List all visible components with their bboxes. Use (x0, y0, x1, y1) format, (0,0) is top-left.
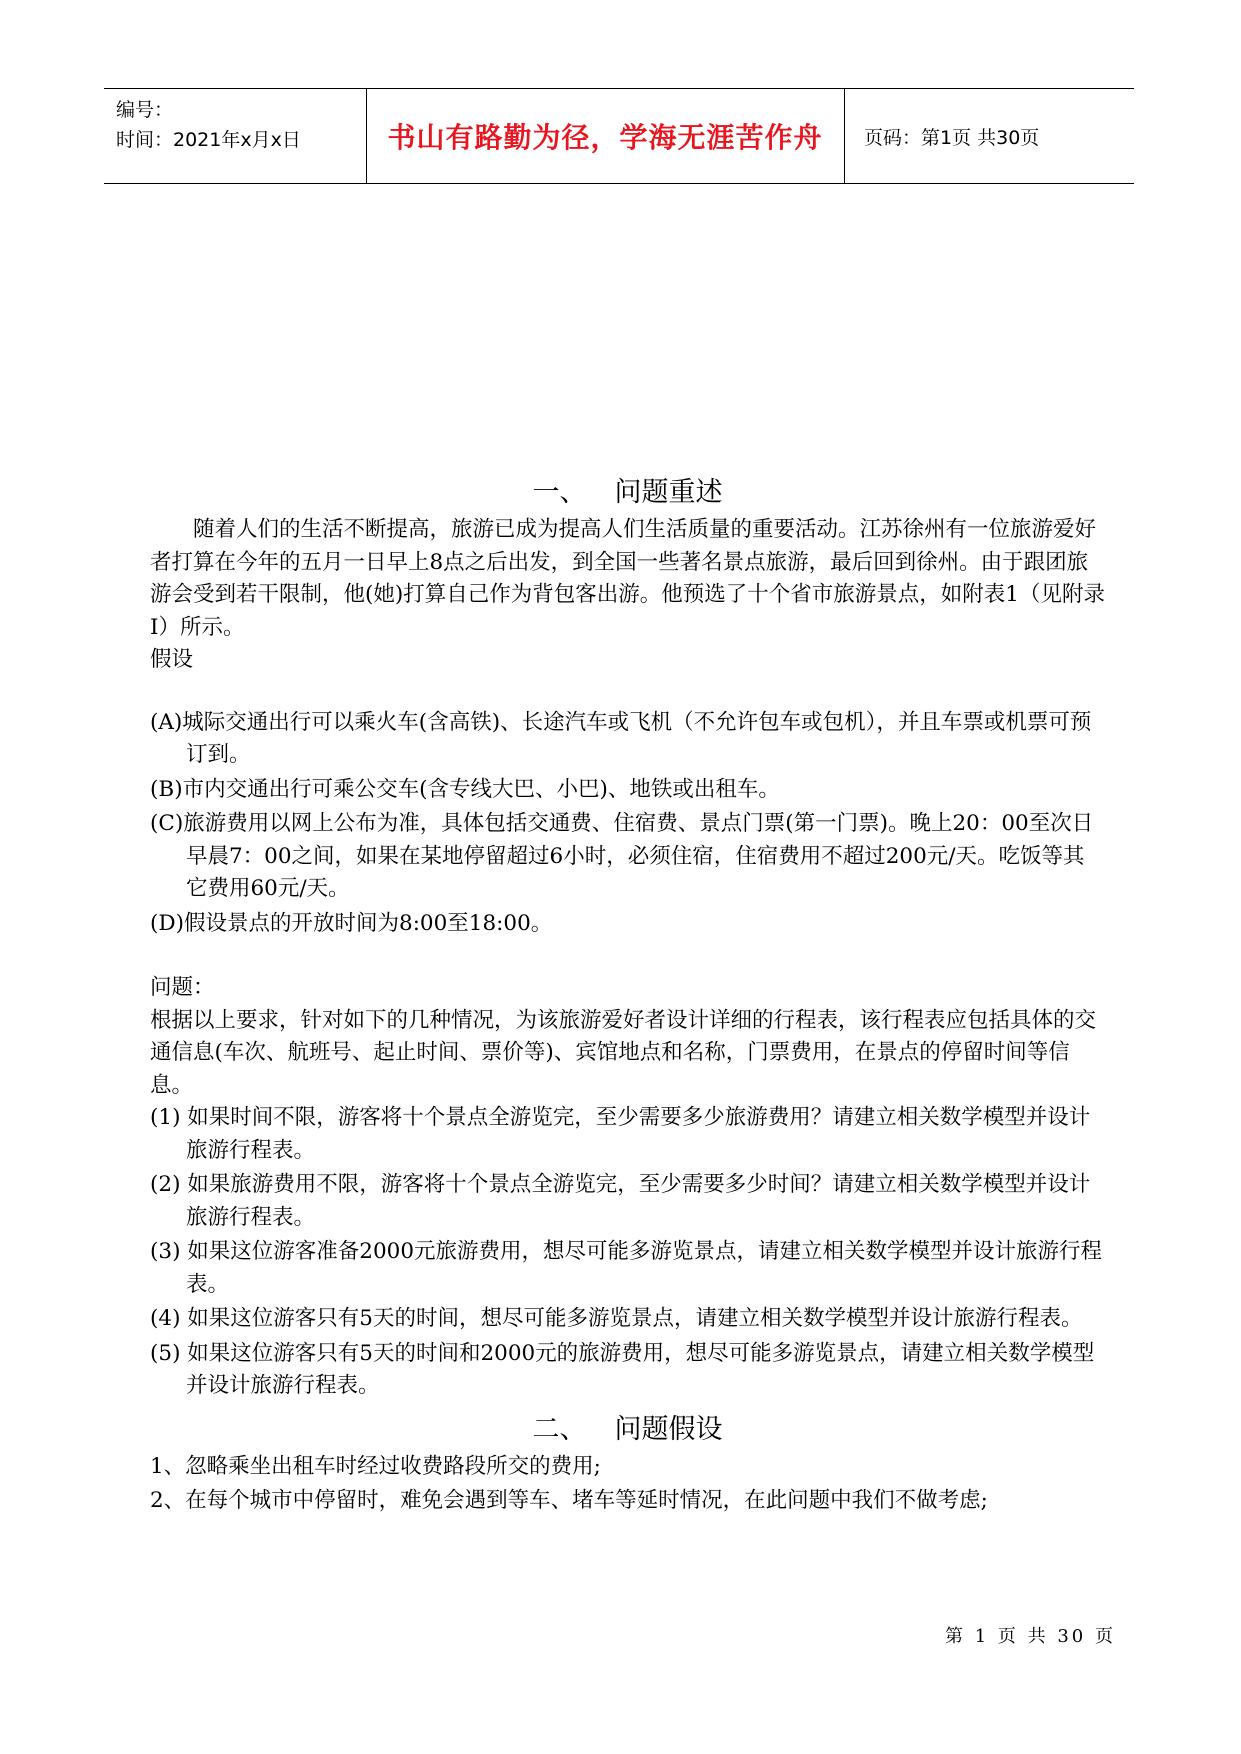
section-heading-2 (150, 1409, 1105, 1451)
page-footer: 第 1 页 共 30 页 (945, 1626, 1116, 1647)
question-item: (1) 如果时间不限，游客将十个景点全游览完，至少需要多少旅游费用？请建立相关数学模型并设计旅游行程表。 (150, 1105, 1091, 1163)
header-divider (844, 89, 845, 183)
date-label: 时间：2021年x月x日 (116, 129, 301, 151)
question-item: (3) 如果这位游客准备2000元旅游费用，想尽可能多游览景点，请建立相关数学模型并设计旅游行程表。 (150, 1239, 1103, 1297)
question-intro: 根据以上要求，针对如下的几种情况，为该旅游爱好者设计详细的行程表，该行程表应包括具体的交通信息(车次、航班号、起止时间、票价等)、宾馆地点和名称，门票费用，在景点的停留时间等信息。 (150, 1007, 1097, 1098)
section-heading-1 (150, 472, 1105, 514)
document-body (150, 472, 1105, 1520)
question-item: (4) 如果这位游客只有5天的时间，想尽可能多游览景点，请建立相关数学模型并设计旅游行程表。 (150, 1306, 1083, 1331)
section-number: 二、 (532, 1413, 587, 1445)
assumption-item: (D)假设景点的开放时间为8:00至18:00。 (150, 910, 553, 936)
section-title: 问题重述 (614, 477, 723, 508)
hypothesis-item: 2、在每个城市中停留时，难免会遇到等车、堵车等延时情况，在此问题中我们不做考虑; (150, 1488, 988, 1513)
serial-number-label: 编号： (116, 99, 174, 121)
header-page-info: 页码：第1页 共30页 (864, 126, 1040, 149)
question-label: 问题： (150, 975, 215, 1000)
question-item: (5) 如果这位游客只有5天的时间和2000元的旅游费用，想尽可能多游览景点，请建立相关数学模型并设计旅游行程表。 (150, 1340, 1095, 1398)
intro-paragraph: 随着人们的生活不断提高，旅游已成为提高人们生活质量的重要活动。江苏徐州有一位旅游爱好者打算在今年的五月一日早上8点之后出发，到全国一些著名景点旅游，最后回到徐州。由于跟团旅游会受到若干限制，他(她)打算自己作为背包客出游。他预选了十个省市旅游景点，如附表1（见附录I）所示。 (150, 517, 1105, 640)
hypothesis-item: 1、忽略乘坐出租车时经过收费路段所交的费用; (150, 1453, 601, 1479)
header-motto: 书山有路勤为径，学海无涯苦作舟 (387, 121, 823, 154)
header-meta (116, 95, 366, 155)
assumption-label: 假设 (150, 647, 194, 672)
question-item: (2) 如果旅游费用不限，游客将十个景点全游览完，至少需要多少时间？请建立相关数学模型并设计旅游行程表。 (150, 1172, 1091, 1230)
assumption-item: (B)市内交通出行可乘公交车(含专线大巴、小巴)、地铁或出租车。 (150, 776, 780, 802)
page-header (104, 88, 1134, 184)
assumption-item: (A)城际交通出行可以乘火车(含高铁)、长途汽车或飞机（不允许包车或包机），并且车票或机票可预订到。 (150, 709, 1092, 767)
section-number: 一、 (532, 477, 587, 508)
assumption-item: (C)旅游费用以网上公布为准，具体包括交通费、住宿费、景点门票(第一门票)。晚上20：00至次日早晨7：00之间，如果在某地停留超过6小时，必须住宿，住宿费用不超过200元/天。吃饭等其它费用60元/天。 (150, 811, 1094, 901)
section-title: 问题假设 (614, 1413, 723, 1445)
